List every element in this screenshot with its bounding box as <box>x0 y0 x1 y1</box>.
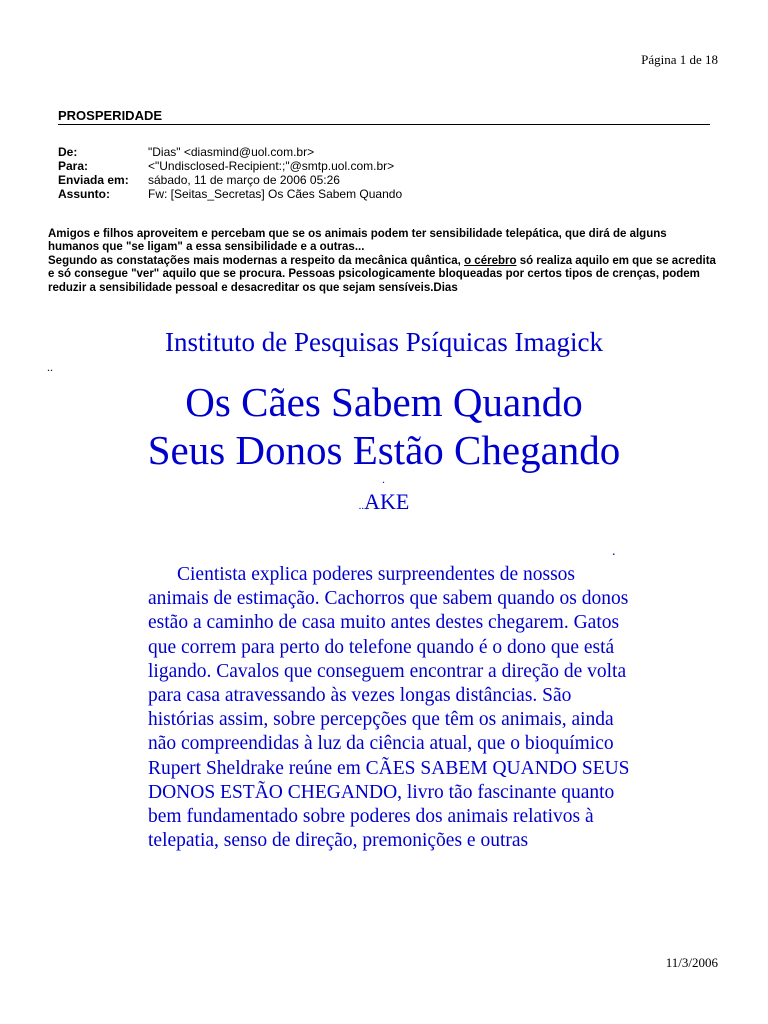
sent-row <box>58 173 402 187</box>
folder-title: PROSPERIDADE <box>58 108 710 125</box>
author-prefix: .. <box>358 500 365 512</box>
intro-line-1: Amigos e filhos aproveitem e percebam que se os animais podem ter sensibilidade telepática, que dirá de alguns humanos que "se ligam" a essa sensibilidade e a outras... <box>48 228 667 254</box>
author-name: AKE <box>364 489 410 514</box>
from-value: "Dias" <diasmind@uol.com.br> <box>148 145 315 159</box>
article-title-line-1: Os Cães Sabem Quando <box>185 379 583 425</box>
sent-label: Enviada em: <box>58 173 129 187</box>
from-row <box>58 145 402 159</box>
intro-line-2-post: só realiza aquilo em que se acredita e só consegue "ver" aquilo que se procura. Pessoas psicologicamente bloqueadas por certos tipos de crenças, podem reduzir a sensibilidade pessoal e desacreditar os que sejam sensíveis.Dias <box>48 254 716 294</box>
author-line <box>0 489 768 515</box>
intro-underlined-term: o cérebro <box>464 254 517 267</box>
to-label: Para: <box>58 159 89 173</box>
institute-heading: Instituto de Pesquisas Psíquicas Imagick <box>165 327 603 357</box>
leading-dots: .. <box>47 360 53 374</box>
page-number: Página 1 de 18 <box>641 52 718 67</box>
article-body <box>148 563 633 853</box>
article-title-line-2: Seus Donos Estão Chegando <box>147 427 621 473</box>
to-value: <"Undisclosed-Recipient:;"@smtp.uol.com.br> <box>148 159 395 173</box>
subject-label: Assunto: <box>58 187 110 201</box>
intro-message <box>48 228 718 295</box>
intro-line-2 <box>48 255 718 295</box>
page-date: 11/3/2006 <box>665 955 718 970</box>
subject-row <box>58 187 402 201</box>
intro-line-2-pre: Segundo as constatações mais modernas a respeito da mecânica quântica, <box>48 254 465 267</box>
author-dot: . <box>382 472 385 486</box>
article-title <box>0 378 768 474</box>
right-dot: . <box>612 544 616 559</box>
sent-value: sábado, 11 de março de 2006 05:26 <box>148 173 340 187</box>
email-headers <box>58 145 402 201</box>
article-body-paragraph: Cientista explica poderes surpreendentes de nossos animais de estimação. Cachorros que sabem quando os donos estão a caminho de casa muito antes destes chegarem. Gatos que correm para perto do telefone quando é o dono que está ligando. Cavalos que conseguem encontrar a direção de volta para casa atravessando às vezes longas distâncias. São histórias assim, sobre percepções que têm os animais, ainda não compreendidas à luz da ciência atual, que o bioquímico Rupert Sheldrake reúne em CÃES SABEM QUANDO SEUS DONOS ESTÃO CHEGANDO, livro tão fascinante quanto bem fundamentado sobre poderes dos animais relativos à telepatia, senso de direção, premonições e outras <box>148 564 630 852</box>
to-row <box>58 159 402 173</box>
subject-value: Fw: [Seitas_Secretas] Os Cães Sabem Quando <box>148 187 403 201</box>
from-label: De: <box>58 145 78 159</box>
